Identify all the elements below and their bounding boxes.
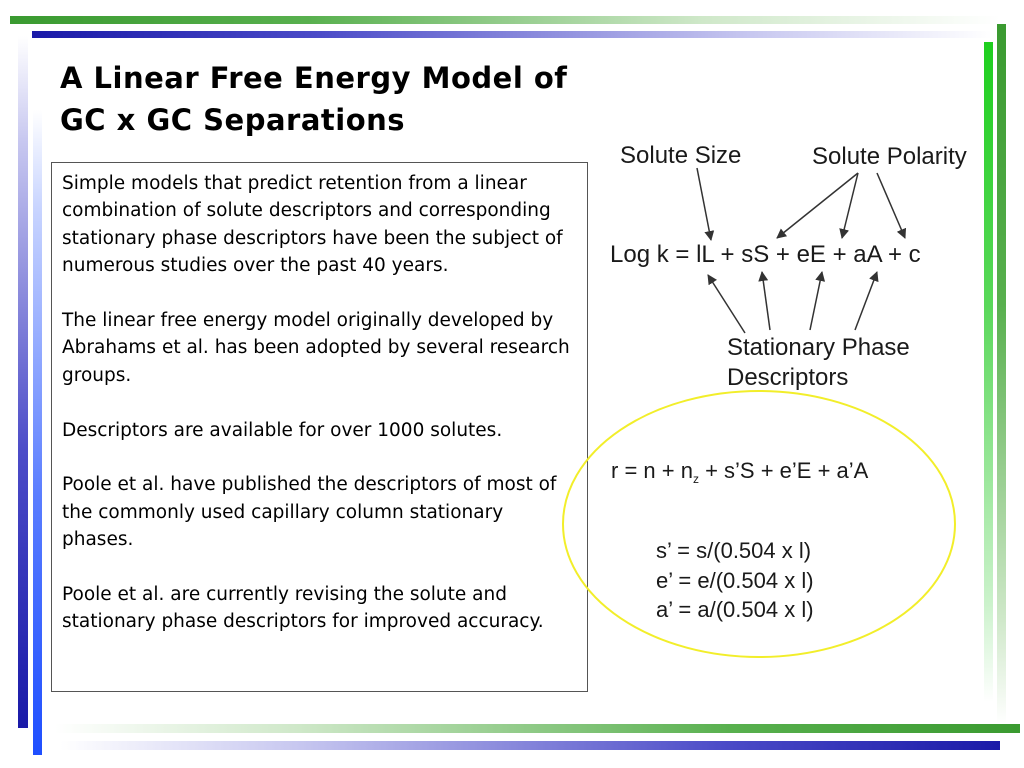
paragraph-5: Poole et al. are currently revising the solute and stationary phase descriptors for improved accuracy.: [62, 584, 544, 633]
paragraph-4: Poole et al. have published the descriptors of most of the commonly used capillary column stationary phases.: [62, 474, 557, 551]
r-equation-start: r = n + n: [611, 458, 693, 483]
solute-polarity-label: Solute Polarity: [812, 143, 967, 170]
arrow-polarity-to-e: [842, 173, 858, 238]
arrow-polarity-to-a: [877, 173, 905, 238]
paragraph-3: Descriptors are available for over 1000 solutes.: [62, 419, 503, 441]
slide-title-line1: A Linear Free Energy Model of: [60, 61, 568, 95]
arrow-polarity-to-s: [777, 173, 858, 238]
prime-e-equation: e’ = e/(0.504 x l): [656, 567, 814, 593]
prime-a-equation: a’ = a/(0.504 x l): [656, 597, 814, 622]
slide-title-line2: GC x GC Separations: [60, 103, 406, 137]
paragraph-2: The linear free energy model originally developed by Abrahams et al. has been adopted by several research groups.: [62, 310, 570, 386]
stationary-phase-label: [727, 333, 910, 393]
arrow-stationary-to-l: [708, 275, 745, 333]
stationary-phase-label-line2: Descriptors: [727, 364, 849, 391]
r-equation-subscript: z: [692, 472, 699, 486]
prime-equations: [656, 536, 814, 625]
solute-size-label: Solute Size: [620, 142, 742, 169]
log-k-equation: Log k = lL + sS + eE + aA + c: [610, 241, 921, 268]
arrow-stationary-to-a: [855, 272, 877, 330]
arrow-solute-size-to-l: [697, 168, 711, 240]
stationary-phase-label-line1: Stationary Phase: [727, 334, 910, 361]
arrow-stationary-to-e: [810, 272, 822, 330]
arrow-stationary-to-s: [762, 272, 770, 330]
prime-s-equation: s’ = s/(0.504 x l): [656, 538, 812, 563]
r-equation-end: + s’S + e’E + a’A: [698, 458, 869, 483]
r-equation: [611, 458, 868, 486]
paragraph-1: Simple models that predict retention from a linear combination of solute descriptors and corresponding stationary phase descriptors have been the subject of numerous studies over the past 40 years.: [62, 173, 563, 277]
